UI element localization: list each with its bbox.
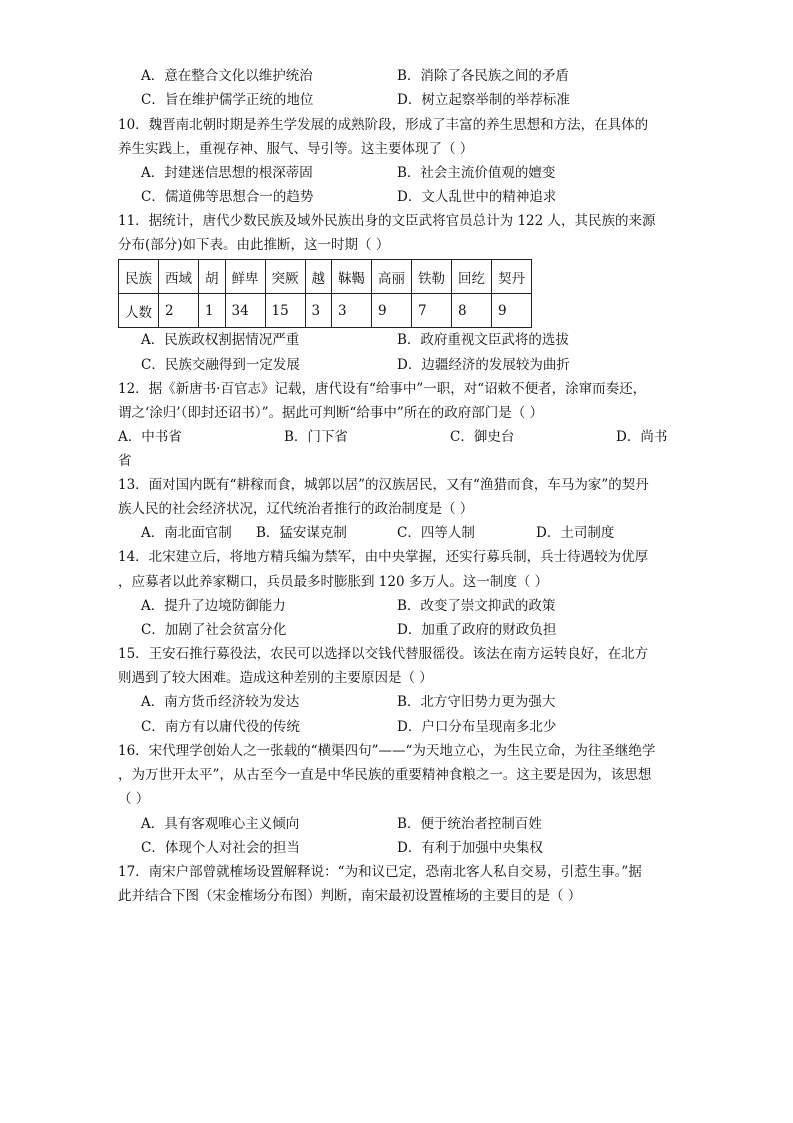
q12-stem-line2: 谓之‘涂归’（即封还诏书）”。据此可判断“给事中”所在的政府部门是（ ）: [118, 405, 544, 421]
q10-option-a: A．封建迷信思想的根深蒂固: [141, 165, 313, 181]
q15-stem-line1: 15．王安石推行募役法，农民可以选择以交钱代替服徭役。该法在南方运转良好，在北方: [118, 646, 649, 662]
q11-option-d: D．边疆经济的发展较为曲折: [397, 357, 570, 373]
q15-option-b: B．北方守旧势力更为强大: [397, 694, 556, 710]
q14-option-c: C．加剧了社会贫富分化: [141, 622, 287, 638]
q13-stem-line2: 族人民的社会经济状况，辽代统治者推行的政治制度是（ ）: [118, 501, 474, 517]
table-cell: 西域: [159, 260, 199, 294]
q10-option-c: C．儒道佛等思想合一的趋势: [141, 189, 314, 205]
q10-stem-line2: 养生实践上，重视存神、服气、导引等。这主要体现了（ ）: [118, 141, 474, 157]
table-cell: 回纥: [452, 260, 492, 294]
table-cell: 9: [492, 294, 532, 328]
q16-option-c: C．体现个人对社会的担当: [141, 840, 300, 856]
table-cell: 15: [265, 294, 305, 328]
table-cell: 2: [159, 294, 199, 328]
table-cell: 胡: [199, 260, 226, 294]
q11-option-a: A．民族政权割据情况严重: [141, 332, 300, 348]
q16-option-b: B．便于统治者控制百姓: [397, 816, 542, 832]
table-cell: 7: [412, 294, 452, 328]
q14-option-b: B．改变了崇文抑武的政策: [397, 598, 556, 614]
q13-option-a: A．南北面官制: [141, 525, 232, 541]
q10-option-d: D．文人乱世中的精神追求: [397, 189, 557, 205]
q12-option-a: A．中书省: [118, 429, 182, 445]
q13-option-b: B．猛安谋克制: [256, 525, 347, 541]
q11-stem-line2: 分布(部分)如下表。由此推断，这一时期（ ）: [118, 237, 390, 253]
q14-option-d: D．加重了政府的财政负担: [397, 622, 557, 638]
table-cell: 民族: [119, 260, 159, 294]
q16-stem-line3: （ ）: [118, 791, 150, 807]
q17-stem-line2: 此并结合下图（宋金榷场分布图）判断，南宋最初设置榷场的主要目的是（ ）: [118, 888, 582, 904]
q11-option-c: C．民族交融得到一定发展: [141, 357, 300, 373]
q13-option-d: D．土司制度: [536, 525, 615, 541]
table-cell: 人数: [119, 294, 159, 328]
q10-option-b: B．社会主流价值观的嬗变: [397, 165, 556, 181]
q13-option-c: C．四等人制: [397, 525, 475, 541]
table-cell: 3: [305, 294, 332, 328]
q12-option-b: B．门下省: [284, 429, 348, 445]
q16-option-d: D．有利于加强中央集权: [397, 840, 543, 856]
ethnicity-table: [118, 259, 532, 328]
q11-stem-line1: 11．据统计，唐代少数民族及域外民族出身的文臣武将官员总计为 122 人，其民族的来源: [118, 213, 656, 229]
q9-option-c: C．旨在维护儒学正统的地位: [141, 92, 314, 108]
table-cell: 越: [305, 260, 332, 294]
q17-stem-line1: 17．南宋户部曾就榷场设置解释说：“为和议已定，恐南北客人私自交易，引惹生事。”据: [118, 864, 642, 880]
q12-option-c: C．御史台: [450, 429, 515, 445]
table-cell: 契丹: [492, 260, 532, 294]
q12-option-d: D．尚书: [616, 429, 668, 445]
q9-option-d: D．树立起察举制的举荐标准: [397, 92, 570, 108]
q16-option-a: A．具有客观唯心主义倾向: [141, 816, 300, 832]
table-cell: 铁勒: [412, 260, 452, 294]
table-cell: 鲜卑: [225, 260, 265, 294]
q9-option-a: A．意在整合文化以维护统治: [141, 68, 313, 84]
q14-option-a: A．提升了边境防御能力: [141, 598, 286, 614]
q12-stem-line1: 12．据《新唐书·百官志》记载，唐代设有“给事中”一职，对“诏敕不便者，涂窜而奏还，: [118, 381, 647, 397]
q9-option-b: B．消除了各民族之间的矛盾: [397, 68, 569, 84]
q15-stem-line2: 则遇到了较大困难。造成这种差别的主要原因是（ ）: [118, 670, 433, 686]
table-cell: 9: [372, 294, 412, 328]
q16-stem-line2: ，为万世开太平”，从古至今一直是中华民族的重要精神食粮之一。这主要是因为，该思想: [118, 767, 652, 783]
q13-stem-line1: 13．面对国内既有“耕稼而食，城郭以居”的汉族居民，又有“渔猎而食，车马为家”的契丹: [118, 477, 649, 493]
q11-option-b: B．政府重视文臣武将的选拔: [397, 332, 569, 348]
table-row-values: [119, 294, 532, 328]
q15-option-d: D．户口分布呈现南多北少: [397, 719, 557, 735]
table-cell: 靺鞨: [332, 260, 372, 294]
q14-stem-line2: ，应募者以此养家糊口，兵员最多时膨胀到 120 多万人。这一制度（ ）: [118, 574, 549, 590]
table-cell: 高丽: [372, 260, 412, 294]
table-cell: 突厥: [265, 260, 305, 294]
table-cell: 1: [199, 294, 226, 328]
q15-option-a: A．南方货币经济较为发达: [141, 694, 300, 710]
table-row-header: [119, 260, 532, 294]
q15-option-c: C．南方有以庸代役的传统: [141, 719, 300, 735]
q14-stem-line1: 14．北宋建立后，将地方精兵编为禁军，由中央掌握，还实行募兵制，兵士待遇较为优厚: [118, 549, 649, 565]
q16-stem-line1: 16．宋代理学创始人之一张载的“横渠四句”——“为天地立心，为生民立命，为往圣继绝学: [118, 743, 656, 759]
q10-stem-line1: 10．魏晋南北朝时期是养生学发展的成熟阶段，形成了丰富的养生思想和方法，在具体的: [118, 117, 649, 133]
table-cell: 34: [225, 294, 265, 328]
table-cell: 3: [332, 294, 372, 328]
table-cell: 8: [452, 294, 492, 328]
q12-option-d-wrap: 省: [118, 453, 132, 469]
